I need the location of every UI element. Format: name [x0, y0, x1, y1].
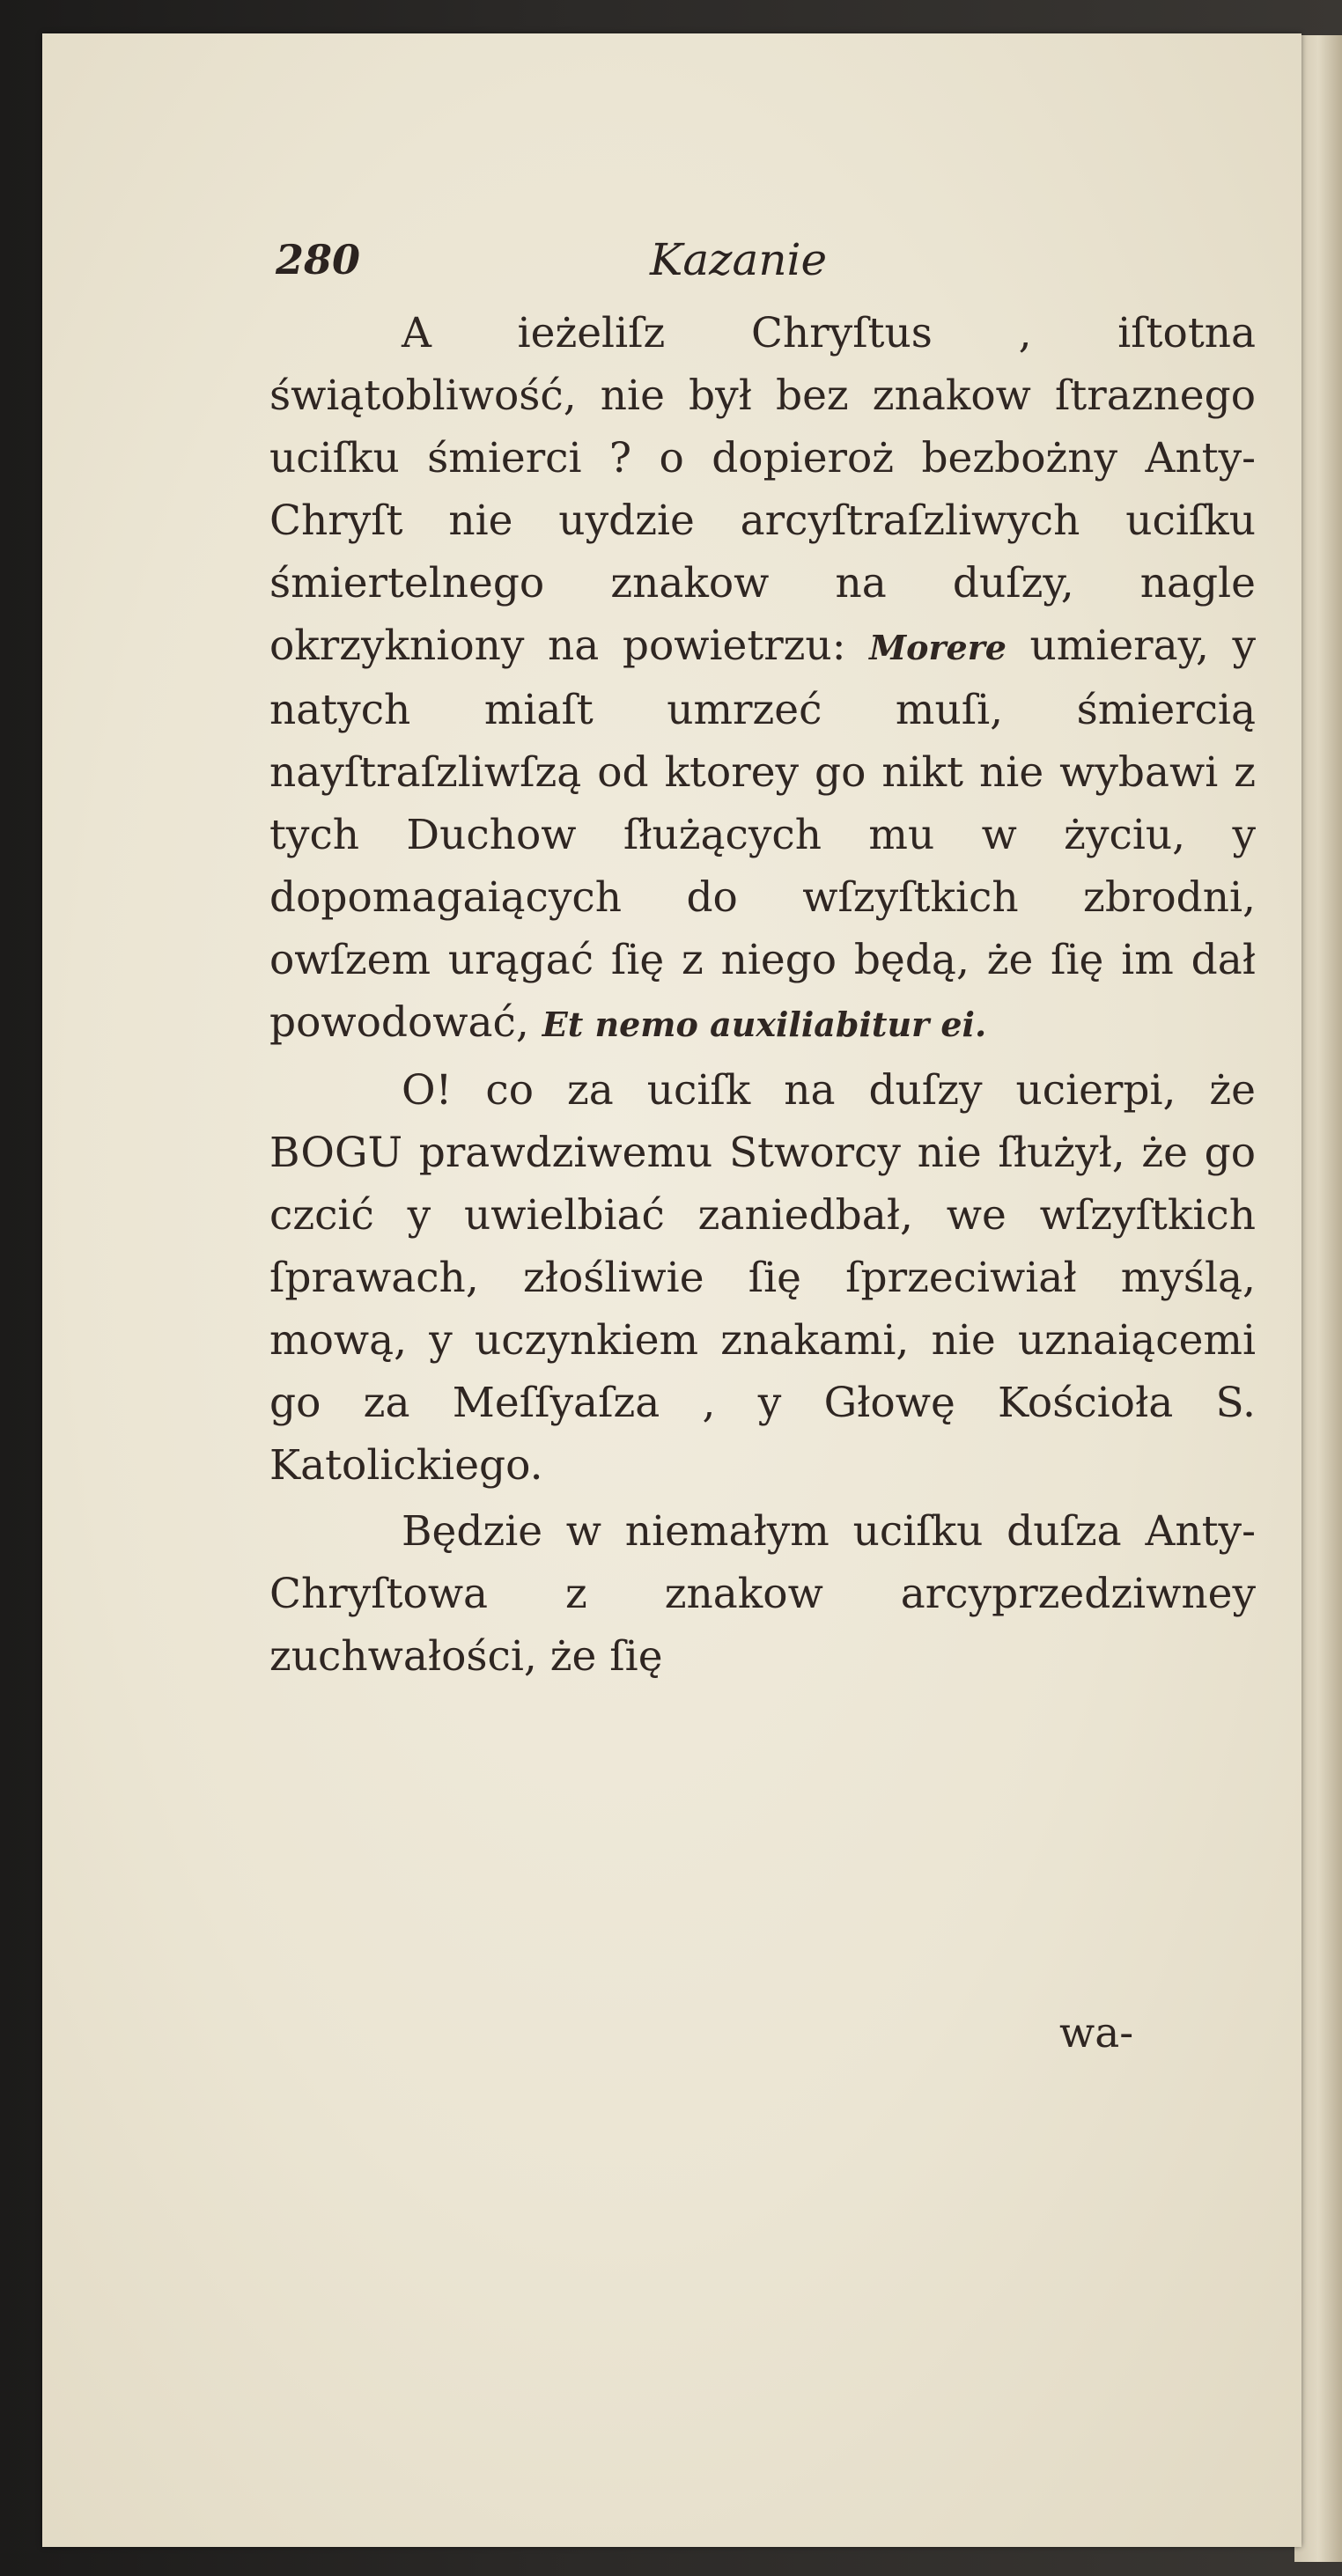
body-text: [269, 302, 1256, 1688]
latin-quote-morere: Morere: [869, 628, 1006, 667]
paragraph-3: [269, 1500, 1256, 1688]
latin-quote-et-nemo: Et nemo auxiliabitur ei.: [542, 1005, 987, 1044]
paragraph-3-text: Będzie w niemałym uciſku duſza Anty-Chryſtowa z znakow arcyprzedziwney zuchwałości, że ſię: [269, 1507, 1256, 1681]
paragraph-2-text: O! co za uciſk na duſzy ucierpi, że BOGU prawdziwemu Stworcy nie ſłużył, że go czcić y uwielbiać zaniedbał, we wſzyſtkich ſprawach, złośliwie ſię ſprzeciwiał myślą, mową, y uczynkiem znakami, nie uznaiącemi go za Meſſyaſza , y Głowę Kościoła S. Katolickiego.: [269, 1066, 1256, 1490]
running-title: Kazanie: [650, 234, 828, 285]
paragraph-2: [269, 1059, 1256, 1497]
paragraph-1: [269, 302, 1256, 1056]
next-page-edge: [1294, 35, 1342, 2562]
page-number: 280: [276, 236, 361, 283]
page-header: [42, 218, 1301, 289]
book-page: [42, 33, 1301, 2547]
paragraph-1-text-a: A ieżeliſz Chryſtus , iſtotna świątobliwość, nie był bez znakow ſtraznego uciſku śmierci ? o dopieroż bezbożny Anty-Chryſt nie uydzie arcyſtraſzliwych uciſku śmiertelnego znakow na duſzy, nagle okrzykniony na powietrzu:: [269, 309, 1256, 670]
paragraph-1-text-b: umieray, y natych miaſt umrzeć muſi, śmiercią nayſtraſzliwſzą od ktorey go nikt nie wybawi z tych Duchow ſłużących mu w życiu, y dopomagaiących do wſzyſtkich zbrodni, owſzem urągać ſię z niego będą, że ſię im dał powodować,: [269, 622, 1257, 1047]
catchword: wa-: [1059, 2009, 1134, 2057]
